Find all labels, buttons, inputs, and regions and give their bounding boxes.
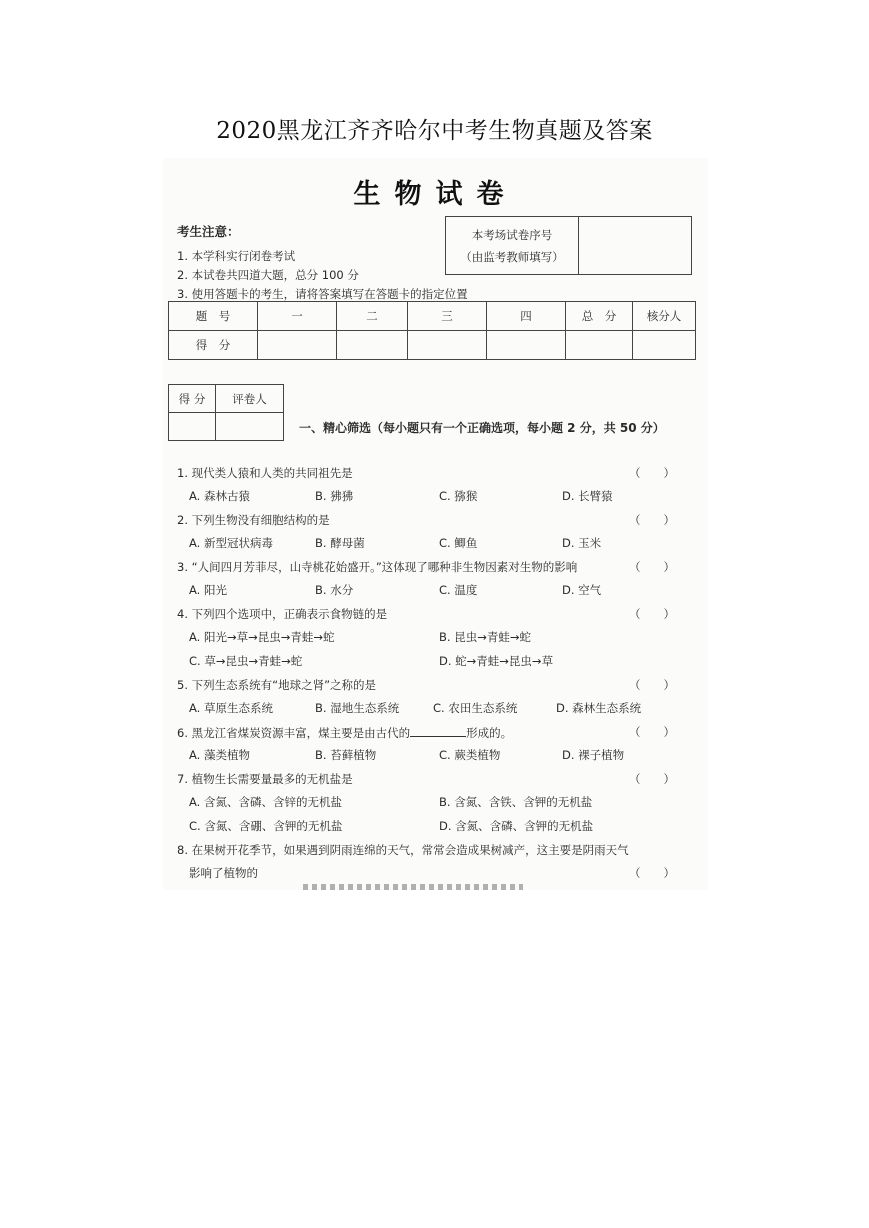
option: D. 裸子植物 — [562, 748, 625, 762]
score-cell[interactable] — [487, 331, 566, 360]
score-header-cell: 题 号 — [169, 302, 258, 331]
question-1-stem: 1. 现代类人猿和人类的共同祖先是 — [177, 466, 353, 480]
option: C. 猕猴 — [439, 489, 478, 503]
answer-paren[interactable]: （ ） — [629, 725, 675, 739]
answer-paren[interactable]: （ ） — [629, 560, 675, 574]
answer-paren[interactable]: （ ） — [629, 772, 675, 786]
seat-number-box — [445, 216, 692, 275]
option: D. 长臂猿 — [562, 489, 613, 503]
question-6-stem — [177, 724, 512, 741]
option: A. 藻类植物 — [189, 748, 250, 762]
option: D. 蛇→青蛙→昆虫→草 — [439, 654, 554, 668]
score-header-cell: 二 — [337, 302, 408, 331]
question-6-stem-start: 6. 黑龙江省煤炭资源丰富，煤主要是由古代的 — [177, 726, 411, 740]
scanned-exam-page — [163, 158, 708, 890]
notice-item: 3. 使用答题卡的考生，请将答案填写在答题卡的指定位置 — [177, 287, 468, 301]
question-7-stem: 7. 植物生长需要量最多的无机盐是 — [177, 772, 353, 786]
answer-paren[interactable]: （ ） — [629, 513, 675, 527]
option: B. 苔藓植物 — [315, 748, 377, 762]
fill-in-blank[interactable] — [410, 724, 466, 737]
option: B. 狒狒 — [315, 489, 354, 503]
seat-number-label — [446, 217, 579, 274]
question-4-stem: 4. 下列四个选项中，正确表示食物链的是 — [177, 607, 388, 621]
option: A. 阳光→草→昆虫→青蛙→蛇 — [189, 630, 335, 644]
answer-paren[interactable]: （ ） — [629, 866, 675, 880]
score-cell[interactable] — [258, 331, 337, 360]
score-header-cell: 四 — [487, 302, 566, 331]
option: B. 昆虫→青蛙→蛇 — [439, 630, 531, 644]
question-8-stem-continued: 影响了植物的 — [189, 866, 258, 880]
score-cell[interactable] — [566, 331, 633, 360]
score-row-label: 得 分 — [169, 331, 258, 360]
question-6-stem-end: 形成的。 — [466, 726, 513, 740]
question-8-stem: 8. 在果树开花季节，如果遇到阴雨连绵的天气，常常会造成果树减产，这主要是阴雨天气 — [177, 843, 629, 857]
score-cell[interactable] — [408, 331, 487, 360]
option: A. 新型冠状病毒 — [189, 536, 273, 550]
score-header-cell: 总 分 — [566, 302, 633, 331]
answer-paren[interactable]: （ ） — [629, 466, 675, 480]
option: A. 草原生态系统 — [189, 701, 273, 715]
score-table-header-row — [169, 302, 696, 331]
score-header-cell: 核分人 — [633, 302, 696, 331]
grader-score-cell[interactable] — [169, 413, 216, 441]
option: D. 含氮、含磷、含钾的无机盐 — [439, 819, 594, 833]
option: D. 玉米 — [562, 536, 602, 550]
option: B. 酵母菌 — [315, 536, 365, 550]
cropped-text-line — [303, 884, 523, 890]
option: C. 鲫鱼 — [439, 536, 478, 550]
exam-title: 生物试卷 — [353, 179, 518, 210]
answer-paren[interactable]: （ ） — [629, 607, 675, 621]
seat-number-label-line2: （由监考教师填写） — [460, 249, 564, 264]
option: C. 农田生态系统 — [433, 701, 518, 715]
score-header-cell: 三 — [408, 302, 487, 331]
option: D. 森林生态系统 — [556, 701, 642, 715]
seat-number-label-line1: 本考场试卷序号 — [471, 227, 553, 242]
notice-item: 2. 本试卷共四道大题，总分 100 分 — [177, 268, 359, 282]
score-cell[interactable] — [633, 331, 696, 360]
option: B. 水分 — [315, 583, 354, 597]
notice-heading: 考生注意： — [177, 224, 240, 239]
option: D. 空气 — [562, 583, 602, 597]
score-cell[interactable] — [337, 331, 408, 360]
option: C. 含氮、含硼、含钾的无机盐 — [189, 819, 343, 833]
option: B. 含氮、含铁、含钾的无机盐 — [439, 795, 593, 809]
answer-paren[interactable]: （ ） — [629, 678, 675, 692]
question-5-stem: 5. 下列生态系统有“地球之肾”之称的是 — [177, 678, 377, 692]
question-2-stem: 2. 下列生物没有细胞结构的是 — [177, 513, 330, 527]
option: C. 温度 — [439, 583, 478, 597]
grader-header-cell: 评卷人 — [216, 385, 284, 413]
score-table-score-row — [169, 331, 696, 360]
option: A. 含氮、含磷、含锌的无机盐 — [189, 795, 342, 809]
option: B. 湿地生态系统 — [315, 701, 400, 715]
grader-name-cell[interactable] — [216, 413, 284, 441]
grader-header-cell: 得 分 — [169, 385, 216, 413]
notice-item: 1. 本学科实行闭卷考试 — [177, 249, 296, 263]
option: A. 阳光 — [189, 583, 227, 597]
option: A. 森林古猿 — [189, 489, 250, 503]
document-title: 2020黑龙江齐齐哈尔中考生物真题及答案 — [216, 118, 653, 144]
question-3-stem: 3. “人间四月芳菲尽，山寺桃花始盛开。”这体现了哪种非生物因素对生物的影响 — [177, 560, 578, 574]
option: C. 蕨类植物 — [439, 748, 501, 762]
section-1-heading: 一、精心筛选（每小题只有一个正确选项，每小题 2 分，共 50 分） — [299, 421, 665, 435]
grader-table — [168, 384, 284, 441]
option: C. 草→昆虫→青蛙→蛇 — [189, 654, 303, 668]
score-header-cell: 一 — [258, 302, 337, 331]
score-table — [168, 301, 696, 360]
seat-number-field[interactable] — [579, 217, 691, 274]
